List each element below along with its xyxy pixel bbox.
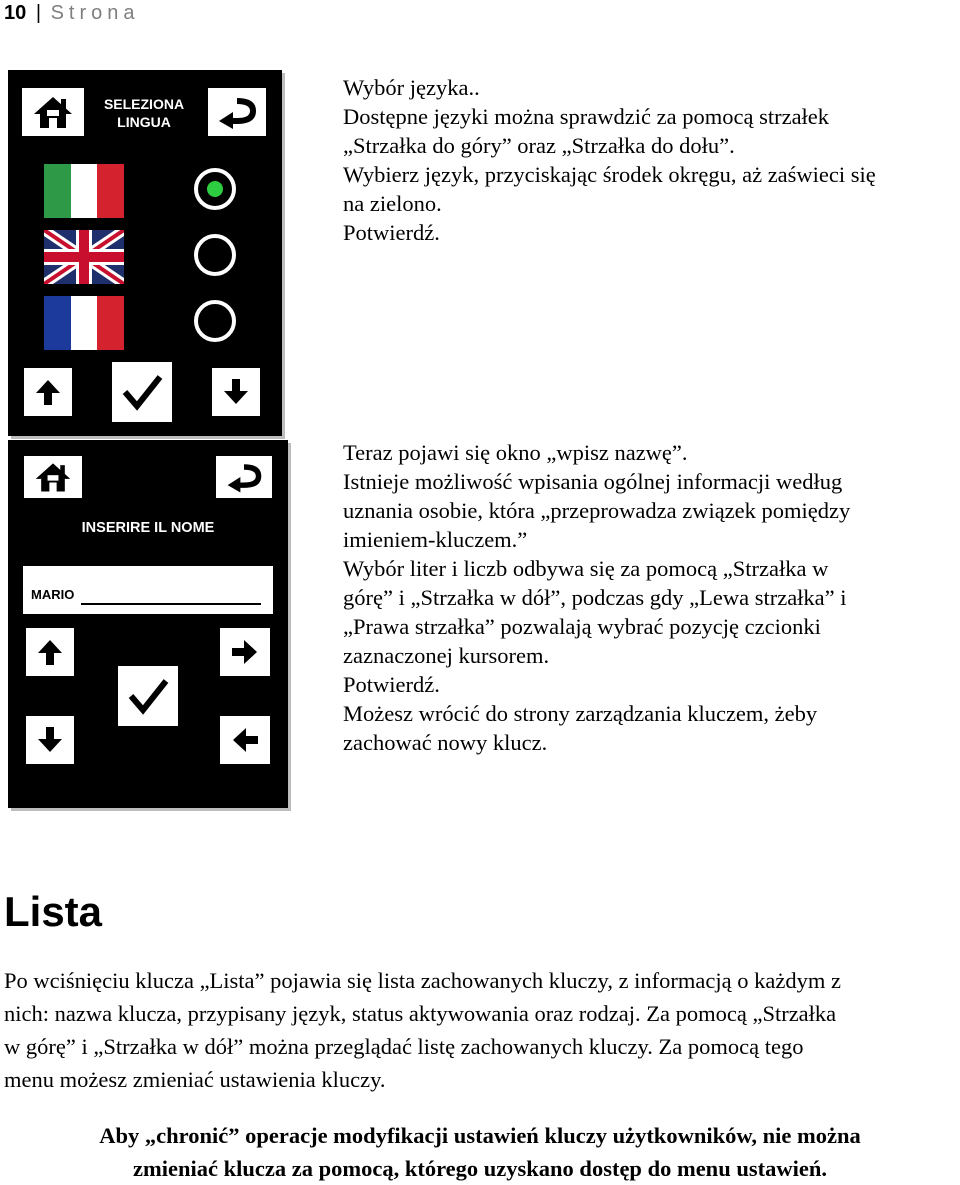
section-body	[4, 964, 954, 1096]
text-line: Wybór języka..	[343, 75, 480, 100]
back-arrow-icon	[215, 95, 259, 129]
checkmark-icon	[120, 372, 164, 412]
radio-uk[interactable]	[194, 234, 236, 276]
home-button[interactable]	[22, 88, 84, 136]
name-entry-screenshot	[8, 440, 288, 808]
back-arrow-icon	[224, 461, 264, 493]
radio-france[interactable]	[194, 300, 236, 342]
body-line: menu możesz zmieniać ustawienia kluczy.	[4, 1067, 386, 1092]
france-flag[interactable]	[44, 296, 124, 350]
italy-flag[interactable]	[44, 164, 124, 218]
text-line: zaznaczonej kursorem.	[343, 643, 550, 668]
language-instructions	[343, 73, 876, 247]
text-line: na zielono.	[343, 191, 442, 216]
home-icon	[31, 94, 75, 130]
arrow-right-icon	[230, 637, 260, 667]
arrow-up-button[interactable]	[26, 628, 74, 676]
page-word: Strona	[50, 2, 140, 24]
screen-title	[92, 95, 196, 131]
text-line: zachować nowy klucz.	[343, 730, 548, 755]
arrow-down-icon	[35, 725, 65, 755]
cursor-underline	[81, 603, 261, 605]
radio-italy-selected[interactable]	[194, 168, 236, 210]
text-line: imieniem-kluczem.”	[343, 527, 528, 552]
text-line: Potwierdź.	[343, 672, 440, 697]
arrow-down-button[interactable]	[26, 716, 74, 764]
text-line: „Prawa strzałka” pozwalają wybrać pozycję czcionki	[343, 614, 821, 639]
text-line: Wybierz język, przyciskając środek okręgu, aż zaświeci się	[343, 162, 876, 187]
arrow-up-icon	[33, 377, 63, 407]
text-line: uznania osobie, która „przeprowadza związek pomiędzy	[343, 498, 851, 523]
screen-title: INSERIRE IL NOME	[81, 520, 215, 536]
header-separator: |	[35, 2, 42, 24]
home-icon	[33, 460, 73, 494]
text-line: Wybór liter i liczb odbywa się za pomocą „Strzałka w	[343, 556, 829, 581]
name-input-field[interactable]	[23, 566, 273, 614]
arrow-right-button[interactable]	[220, 628, 270, 676]
arrow-left-button[interactable]	[220, 716, 270, 764]
text-line: Teraz pojawi się okno „wpisz nazwę”.	[343, 440, 688, 465]
name-entry-instructions	[343, 438, 850, 757]
confirm-button[interactable]	[118, 666, 178, 726]
text-line: Możesz wrócić do strony zarządzania kluczem, żeby	[343, 701, 818, 726]
arrow-down-button[interactable]	[212, 368, 260, 416]
uk-flag[interactable]	[44, 230, 124, 284]
screen-title-line2: LINGUA	[117, 114, 171, 130]
body-line: nich: nazwa klucza, przypisany język, status aktywowania oraz rodzaj. Za pomocą „Strzałka	[4, 1001, 837, 1026]
text-line: Potwierdź.	[343, 220, 440, 245]
back-button[interactable]	[216, 456, 272, 498]
note-line: Aby „chronić” operacje modyfikacji ustawień kluczy użytkowników, nie można	[99, 1123, 861, 1148]
text-line: Istnieje możliwość wpisania ogólnej informacji według	[343, 469, 843, 494]
body-line: Po wciśnięciu klucza „Lista” pojawia się lista zachowanych kluczy, z informacją o każdym z	[4, 968, 841, 993]
screen-title-line1: SELEZIONA	[103, 96, 185, 112]
page-header	[4, 2, 140, 25]
language-select-screenshot	[8, 70, 282, 436]
back-button[interactable]	[208, 88, 266, 136]
arrow-up-icon	[35, 637, 65, 667]
bold-note	[0, 1119, 960, 1185]
text-line: górę” i „Strzałka w dół”, podczas gdy „Lewa strzałka” i	[343, 585, 847, 610]
home-button[interactable]	[24, 456, 82, 498]
section-title: Lista	[4, 888, 103, 935]
body-line: w górę” i „Strzałka w dół” można przeglądać listę zachowanych kluczy. Za pomocą tego	[4, 1034, 804, 1059]
checkmark-icon	[126, 676, 170, 716]
green-dot-icon	[207, 181, 223, 197]
arrow-up-button[interactable]	[24, 368, 72, 416]
text-line: Dostępne języki można sprawdzić za pomocą strzałek	[343, 104, 830, 129]
text-line: „Strzałka do góry” oraz „Strzałka do dołu”.	[343, 133, 735, 158]
note-line: zmieniać klucza za pomocą, którego uzyskano dostęp do menu ustawień.	[133, 1156, 827, 1181]
name-value: MARIO	[31, 587, 75, 602]
arrow-down-icon	[221, 377, 251, 407]
page-number: 10	[4, 2, 27, 24]
confirm-button[interactable]	[112, 362, 172, 422]
arrow-left-icon	[230, 725, 260, 755]
